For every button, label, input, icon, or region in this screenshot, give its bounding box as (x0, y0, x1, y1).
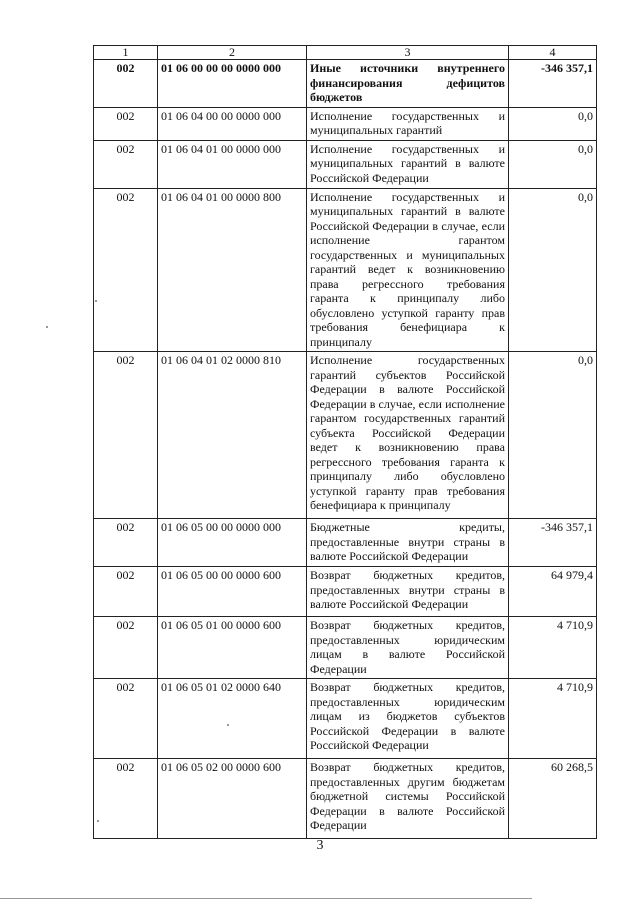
table-row (94, 188, 597, 352)
classification-code-cell: 01 06 05 01 02 0000 640 (158, 679, 307, 759)
table-row (94, 107, 597, 140)
classification-code-cell: 01 06 04 01 02 0000 810 (158, 352, 307, 519)
scan-speck (46, 326, 48, 328)
amount-cell: -346 357,1 (509, 60, 597, 108)
table-row (94, 519, 597, 567)
classification-code-cell: 01 06 05 02 00 0000 600 (158, 759, 307, 839)
admin-code-cell: 002 (94, 617, 158, 679)
table-row (94, 567, 597, 617)
classification-code-cell: 01 06 05 00 00 0000 600 (158, 567, 307, 617)
admin-code-cell: 002 (94, 352, 158, 519)
description-cell: Исполнение государственных и муниципальных гарантий в валюте Российской Федерации в случае, если исполнение гарантом государственных и муниципальных гарантий ведет к возникновению права регрессного требования гаранта к принципалу либо обусловлено уступкой гаранту прав требования бенефициара к принципалу (307, 188, 509, 352)
description-cell: Иные источники внутреннего финансирования дефицитов бюджетов (307, 60, 509, 108)
amount-cell: 0,0 (509, 188, 597, 352)
description-cell: Возврат бюджетных кредитов, предоставленных юридическим лицам из бюджетов субъектов Российской Федерации в валюте Российской Федерации (307, 679, 509, 759)
table-row (94, 60, 597, 108)
header-col-4: 4 (509, 46, 597, 60)
table-row (94, 759, 597, 839)
admin-code-cell: 002 (94, 188, 158, 352)
classification-code-cell: 01 06 04 01 00 0000 800 (158, 188, 307, 352)
header-col-1: 1 (94, 46, 158, 60)
amount-cell: -346 357,1 (509, 519, 597, 567)
amount-cell: 4 710,9 (509, 617, 597, 679)
header-col-2: 2 (158, 46, 307, 60)
description-cell: Возврат бюджетных кредитов, предоставленных юридическим лицам в валюте Российской Федерации (307, 617, 509, 679)
description-cell: Исполнение государственных и муниципальных гарантий (307, 107, 509, 140)
admin-code-cell: 002 (94, 567, 158, 617)
page-number: 3 (316, 838, 324, 853)
description-cell: Возврат бюджетных кредитов, предоставленных внутри страны в валюте Российской Федерации (307, 567, 509, 617)
amount-cell: 0,0 (509, 352, 597, 519)
scan-speck (95, 300, 97, 302)
amount-cell: 60 268,5 (509, 759, 597, 839)
amount-cell: 4 710,9 (509, 679, 597, 759)
admin-code-cell: 002 (94, 107, 158, 140)
classification-code-cell: 01 06 05 01 00 0000 600 (158, 617, 307, 679)
table-row (94, 140, 597, 188)
amount-cell: 0,0 (509, 140, 597, 188)
table-row (94, 679, 597, 759)
table-row (94, 352, 597, 519)
admin-code-cell: 002 (94, 759, 158, 839)
classification-code-cell: 01 06 00 00 00 0000 000 (158, 60, 307, 108)
classification-code-cell: 01 06 04 00 00 0000 000 (158, 107, 307, 140)
description-cell: Исполнение государственных гарантий субъектов Российской Федерации в валюте Российской Федерации в случае, если исполнение гарантом государственных гарантий субъекта Российской Федерации ведет к возникновению права регрессного требования гаранта к принципалу либо обусловлено уступкой гаранту прав требования бенефициара к принципалу (307, 352, 509, 519)
description-cell: Бюджетные кредиты, предоставленные внутри страны в валюте Российской Федерации (307, 519, 509, 567)
classification-code-cell: 01 06 04 01 00 0000 000 (158, 140, 307, 188)
table-row (94, 617, 597, 679)
table-header-row (94, 46, 597, 60)
amount-cell: 64 979,4 (509, 567, 597, 617)
header-col-3: 3 (307, 46, 509, 60)
scan-speck (227, 724, 229, 726)
admin-code-cell: 002 (94, 679, 158, 759)
admin-code-cell: 002 (94, 60, 158, 108)
description-cell: Возврат бюджетных кредитов, предоставленных другим бюджетам бюджетной системы Российской Федерации в валюте Российской Федерации (307, 759, 509, 839)
budget-sources-table (93, 45, 597, 839)
description-cell: Исполнение государственных и муниципальных гарантий в валюте Российской Федерации (307, 140, 509, 188)
classification-code-cell: 01 06 05 00 00 0000 000 (158, 519, 307, 567)
admin-code-cell: 002 (94, 140, 158, 188)
scan-speck (97, 820, 99, 822)
amount-cell: 0,0 (509, 107, 597, 140)
admin-code-cell: 002 (94, 519, 158, 567)
scan-edge-line (0, 898, 532, 899)
